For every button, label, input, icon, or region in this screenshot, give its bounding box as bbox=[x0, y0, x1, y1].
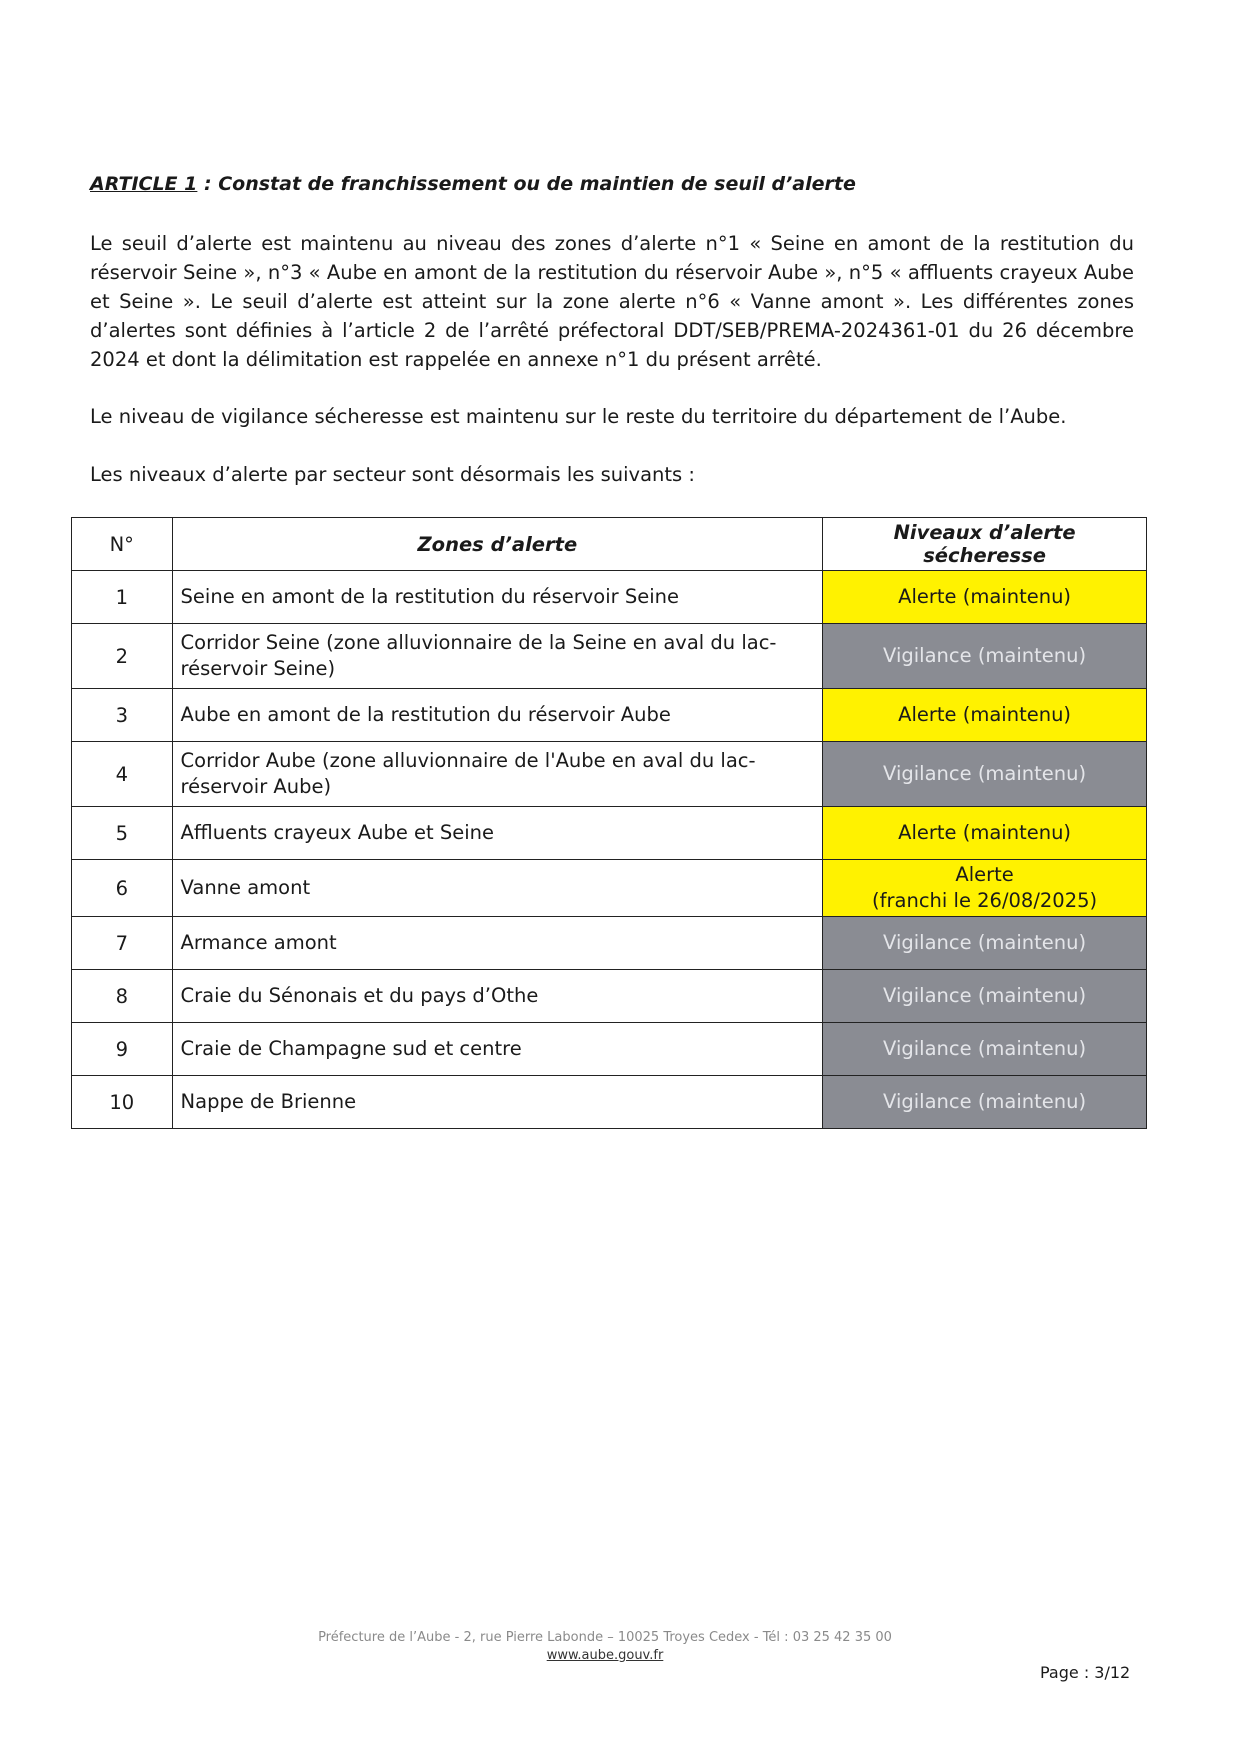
alert-level-cell bbox=[823, 917, 1147, 970]
zone-name: Seine en amont de la restitution du réservoir Seine bbox=[172, 571, 823, 624]
page-number: Page : 3/12 bbox=[1040, 1663, 1131, 1682]
alert-level-text: Vigilance (maintenu) bbox=[883, 984, 1087, 1007]
zone-number: 6 bbox=[72, 860, 173, 917]
table-row bbox=[72, 571, 1147, 624]
zone-name: Nappe de Brienne bbox=[172, 1076, 823, 1129]
zone-number: 10 bbox=[72, 1076, 173, 1129]
zone-number: 8 bbox=[72, 970, 173, 1023]
table-row bbox=[72, 624, 1147, 689]
alert-level-cell bbox=[823, 742, 1147, 807]
zone-number: 1 bbox=[72, 571, 173, 624]
article-title: Constat de franchissement ou de maintien de seuil d’alerte bbox=[218, 173, 856, 195]
table-header-row bbox=[72, 518, 1147, 571]
paragraph-seuil-alerte: Le seuil d’alerte est maintenu au niveau des zones d’alerte n°1 « Seine en amont de la restitution du réservoir Seine », n°3 « Aube en amont de la restitution du réservoir Aube », n°5 « affluents crayeux Aube et Seine ». Le seuil d’alerte est atteint sur la zone alerte n°6 « Vanne amont ». Les différentes zones d’alertes sont définies à l’article 2 de l’arrêté préfectoral DDT/SEB/PREMA-2024361-01 du 26 décembre 2024 et dont la délimitation est rappelée en annexe n°1 du présent arrêté. bbox=[90, 232, 1134, 371]
zone-number: 7 bbox=[72, 917, 173, 970]
paragraph-intro-table: Les niveaux d’alerte par secteur sont désormais les suivants : bbox=[90, 463, 695, 486]
alert-level-text: Alerte bbox=[955, 863, 1014, 886]
footer-address: Préfecture de l’Aube - 2, rue Pierre Labonde – 10025 Troyes Cedex - Tél : 03 25 42 35 00 bbox=[318, 1630, 892, 1645]
footer-website-link[interactable]: www.aube.gouv.fr bbox=[546, 1648, 664, 1663]
table-row bbox=[72, 917, 1147, 970]
alert-level-text: Vigilance (maintenu) bbox=[883, 762, 1087, 785]
zone-number: 2 bbox=[72, 624, 173, 689]
alert-levels-table bbox=[71, 517, 1147, 1129]
article-label: ARTICLE 1 bbox=[90, 173, 198, 195]
zone-name: Armance amont bbox=[172, 917, 823, 970]
alert-level-cell bbox=[823, 571, 1147, 624]
alert-level-text: Alerte (maintenu) bbox=[898, 585, 1072, 608]
zone-number: 3 bbox=[72, 689, 173, 742]
zone-name: Corridor Aube (zone alluvionnaire de l'Aube en aval du lac-réservoir Aube) bbox=[172, 742, 823, 807]
article-separator: : bbox=[197, 173, 219, 195]
paragraph-vigilance: Le niveau de vigilance sécheresse est maintenu sur le reste du territoire du département de l’Aube. bbox=[90, 405, 1067, 428]
table-row bbox=[72, 1023, 1147, 1076]
alert-level-detail: (franchi le 26/08/2025) bbox=[872, 889, 1098, 912]
alert-level-text: Vigilance (maintenu) bbox=[883, 931, 1087, 954]
zone-name: Affluents crayeux Aube et Seine bbox=[172, 807, 823, 860]
alert-level-cell bbox=[823, 970, 1147, 1023]
table-row bbox=[72, 860, 1147, 917]
zone-number: 4 bbox=[72, 742, 173, 807]
zone-number: 9 bbox=[72, 1023, 173, 1076]
table-row bbox=[72, 742, 1147, 807]
alert-level-text: Vigilance (maintenu) bbox=[883, 1090, 1087, 1113]
alert-level-text: Alerte (maintenu) bbox=[898, 703, 1072, 726]
zone-name: Craie du Sénonais et du pays d’Othe bbox=[172, 970, 823, 1023]
alert-level-cell bbox=[823, 1076, 1147, 1129]
table-row bbox=[72, 1076, 1147, 1129]
alert-level-cell bbox=[823, 624, 1147, 689]
table-row bbox=[72, 689, 1147, 742]
table-row bbox=[72, 807, 1147, 860]
zone-number: 5 bbox=[72, 807, 173, 860]
alert-level-cell bbox=[823, 689, 1147, 742]
zone-name: Craie de Champagne sud et centre bbox=[172, 1023, 823, 1076]
alert-level-cell bbox=[823, 1023, 1147, 1076]
zone-name: Vanne amont bbox=[172, 860, 823, 917]
alert-level-cell bbox=[823, 807, 1147, 860]
alert-level-cell bbox=[823, 860, 1147, 917]
header-number: N° bbox=[72, 518, 173, 571]
zone-name: Corridor Seine (zone alluvionnaire de la Seine en aval du lac-réservoir Seine) bbox=[172, 624, 823, 689]
alert-level-text: Vigilance (maintenu) bbox=[883, 644, 1087, 667]
header-level: Niveaux d’alerte sécheresse bbox=[823, 518, 1147, 571]
article-heading bbox=[90, 173, 856, 195]
alert-level-text: Alerte (maintenu) bbox=[898, 821, 1072, 844]
header-zone: Zones d’alerte bbox=[172, 518, 823, 571]
table-row bbox=[72, 970, 1147, 1023]
zone-name: Aube en amont de la restitution du réservoir Aube bbox=[172, 689, 823, 742]
alert-level-text: Vigilance (maintenu) bbox=[883, 1037, 1087, 1060]
